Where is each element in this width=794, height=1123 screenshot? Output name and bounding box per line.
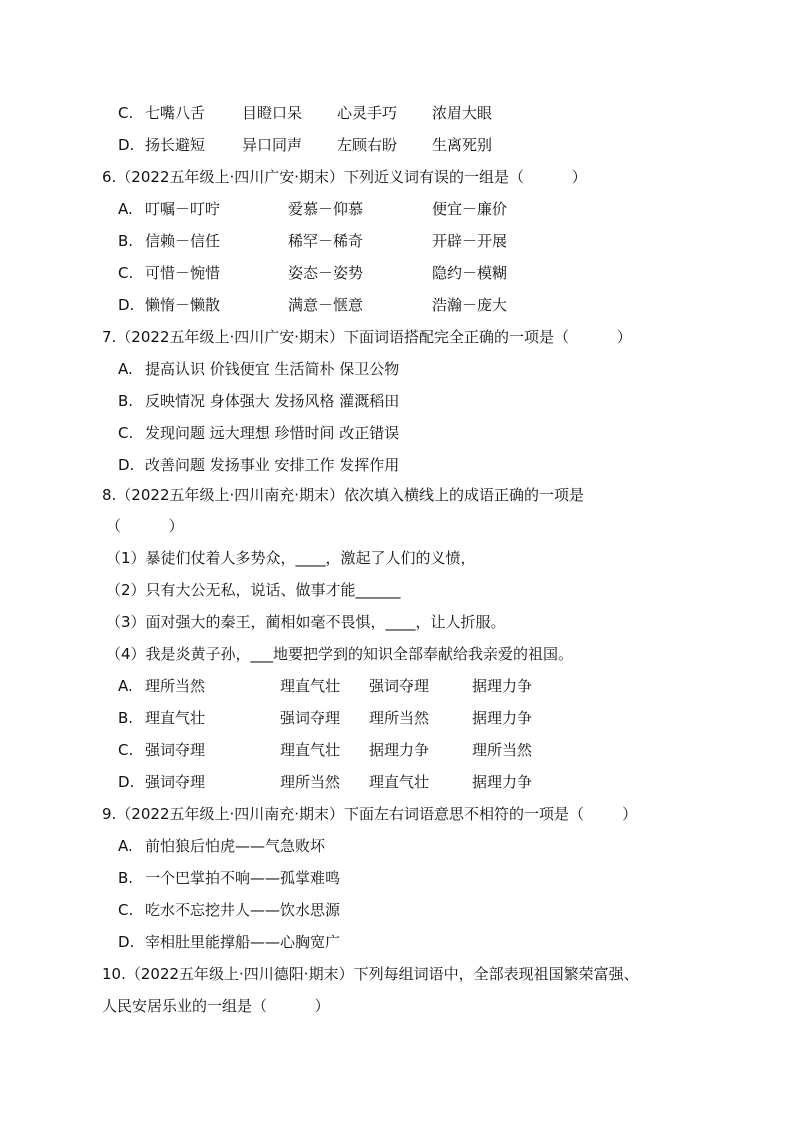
option-c-word-3: 心灵手巧 xyxy=(337,104,398,122)
q8-option-c-letter: C. xyxy=(118,741,134,759)
q8-option-d-letter: D. xyxy=(118,773,135,791)
q7-option-b-text: 反映情况 身体强大 发扬风格 灌溉稻田 xyxy=(145,392,400,410)
q9-option-b-text: 一个巴掌拍不响——孤掌难鸣 xyxy=(145,869,341,887)
q7-option-b-letter: B. xyxy=(118,392,134,410)
q6-option-d-word-1: 懒惰－懒散 xyxy=(145,296,221,314)
q8-option-b-word-1: 理直气壮 xyxy=(145,709,206,727)
option-c-word-4: 浓眉大眼 xyxy=(432,104,493,122)
question-10-stem-line-2: 人民安居乐业的一组是（ ） xyxy=(102,997,330,1015)
q9-option-a-letter: A. xyxy=(118,837,133,855)
q6-option-d-word-2: 满意－惬意 xyxy=(288,296,364,314)
question-9-stem: 9.（2022五年级上·四川南充·期末）下面左右词语意思不相符的一项是（ ） xyxy=(102,805,638,823)
q7-option-c-text: 发现问题 远大理想 珍惜时间 改正错误 xyxy=(145,424,400,442)
option-d-letter: D. xyxy=(118,136,135,154)
q6-option-c-letter: C. xyxy=(118,264,134,282)
q6-option-d-letter: D. xyxy=(118,296,135,314)
q8-option-b-word-4: 据理力争 xyxy=(472,709,533,727)
q8-option-c-word-1: 强词夺理 xyxy=(145,741,206,759)
question-6-stem: 6.（2022五年级上·四川广安·期末）下列近义词有误的一组是（ ） xyxy=(102,168,587,186)
q7-option-d-text: 改善问题 发扬事业 安排工作 发挥作用 xyxy=(145,456,400,474)
q8-sentence-1: （1）暴徒们仗着人多势众，____，激起了人们的义愤， xyxy=(106,549,476,567)
q6-option-b-word-2: 稀罕－稀奇 xyxy=(288,232,364,250)
q6-option-b-word-1: 信赖－信任 xyxy=(145,232,221,250)
option-d-word-3: 左顾右盼 xyxy=(337,136,398,154)
q6-option-b-word-3: 开辟－开展 xyxy=(432,232,508,250)
q8-option-d-word-2: 理所当然 xyxy=(280,773,341,791)
q8-option-b-word-3: 理所当然 xyxy=(369,709,430,727)
q9-option-d-letter: D. xyxy=(118,933,135,951)
q8-option-a-word-4: 据理力争 xyxy=(472,677,533,695)
q8-option-a-word-3: 强词夺理 xyxy=(369,677,430,695)
q7-option-c-letter: C. xyxy=(118,424,134,442)
q6-option-a-letter: A. xyxy=(118,200,133,218)
q7-option-d-letter: D. xyxy=(118,456,135,474)
option-c-letter: C. xyxy=(118,104,134,122)
q8-option-d-word-3: 理直气壮 xyxy=(369,773,430,791)
q7-option-a-text: 提高认识 价钱便宜 生活简朴 保卫公物 xyxy=(145,360,400,378)
q6-option-c-word-3: 隐约－模糊 xyxy=(432,264,508,282)
option-d-word-1: 扬长避短 xyxy=(145,136,206,154)
q9-option-c-text: 吃水不忘挖井人——饮水思源 xyxy=(145,901,341,919)
q6-option-a-word-1: 叮嘱－叮咛 xyxy=(145,200,221,218)
question-8-stem: 8.（2022五年级上·四川南充·期末）依次填入横线上的成语正确的一项是 xyxy=(102,486,585,504)
option-d-word-4: 生离死别 xyxy=(432,136,493,154)
q8-option-d-word-4: 据理力争 xyxy=(472,773,533,791)
q9-option-b-letter: B. xyxy=(118,869,134,887)
q9-option-d-text: 宰相肚里能撑船——心胸宽广 xyxy=(145,933,341,951)
q6-option-d-word-3: 浩瀚－庞大 xyxy=(432,296,508,314)
q9-option-a-text: 前怕狼后怕虎——气急败坏 xyxy=(145,837,326,855)
q8-option-b-letter: B. xyxy=(118,709,134,727)
q8-option-b-word-2: 强词夺理 xyxy=(280,709,341,727)
option-c-word-1: 七嘴八舌 xyxy=(145,104,206,122)
q6-option-c-word-1: 可惜－惋惜 xyxy=(145,264,221,282)
q9-option-c-letter: C. xyxy=(118,901,134,919)
q8-option-a-word-1: 理所当然 xyxy=(145,677,206,695)
q8-option-c-word-3: 据理力争 xyxy=(369,741,430,759)
q8-option-c-word-4: 理所当然 xyxy=(472,741,533,759)
q8-option-a-letter: A. xyxy=(118,677,133,695)
option-c-word-2: 目瞪口呆 xyxy=(242,104,303,122)
option-d-word-2: 异口同声 xyxy=(242,136,303,154)
question-7-stem: 7.（2022五年级上·四川广安·期末）下面词语搭配完全正确的一项是（ ） xyxy=(102,328,632,346)
question-10-stem-line-1: 10.（2022五年级上·四川德阳·期末）下列每组词语中，全部表现祖国繁荣富强、 xyxy=(102,965,639,983)
q6-option-b-letter: B. xyxy=(118,232,134,250)
q7-option-a-letter: A. xyxy=(118,360,133,378)
q8-option-d-word-1: 强词夺理 xyxy=(145,773,206,791)
q8-option-c-word-2: 理直气壮 xyxy=(280,741,341,759)
question-8-answer-paren: （ ） xyxy=(106,517,184,535)
q8-sentence-4: （4）我是炎黄子孙，___地要把学到的知识全部奉献给我亲爱的祖国。 xyxy=(106,645,574,663)
q6-option-a-word-2: 爱慕－仰慕 xyxy=(288,200,364,218)
q6-option-c-word-2: 姿态－姿势 xyxy=(288,264,364,282)
q8-sentence-2: （2）只有大公无私，说话、做事才能______ xyxy=(106,581,401,599)
q8-option-a-word-2: 理直气壮 xyxy=(280,677,341,695)
q8-sentence-3: （3）面对强大的秦王，蔺相如毫不畏惧，____，让人折服。 xyxy=(106,613,506,631)
q6-option-a-word-3: 便宜－廉价 xyxy=(432,200,508,218)
